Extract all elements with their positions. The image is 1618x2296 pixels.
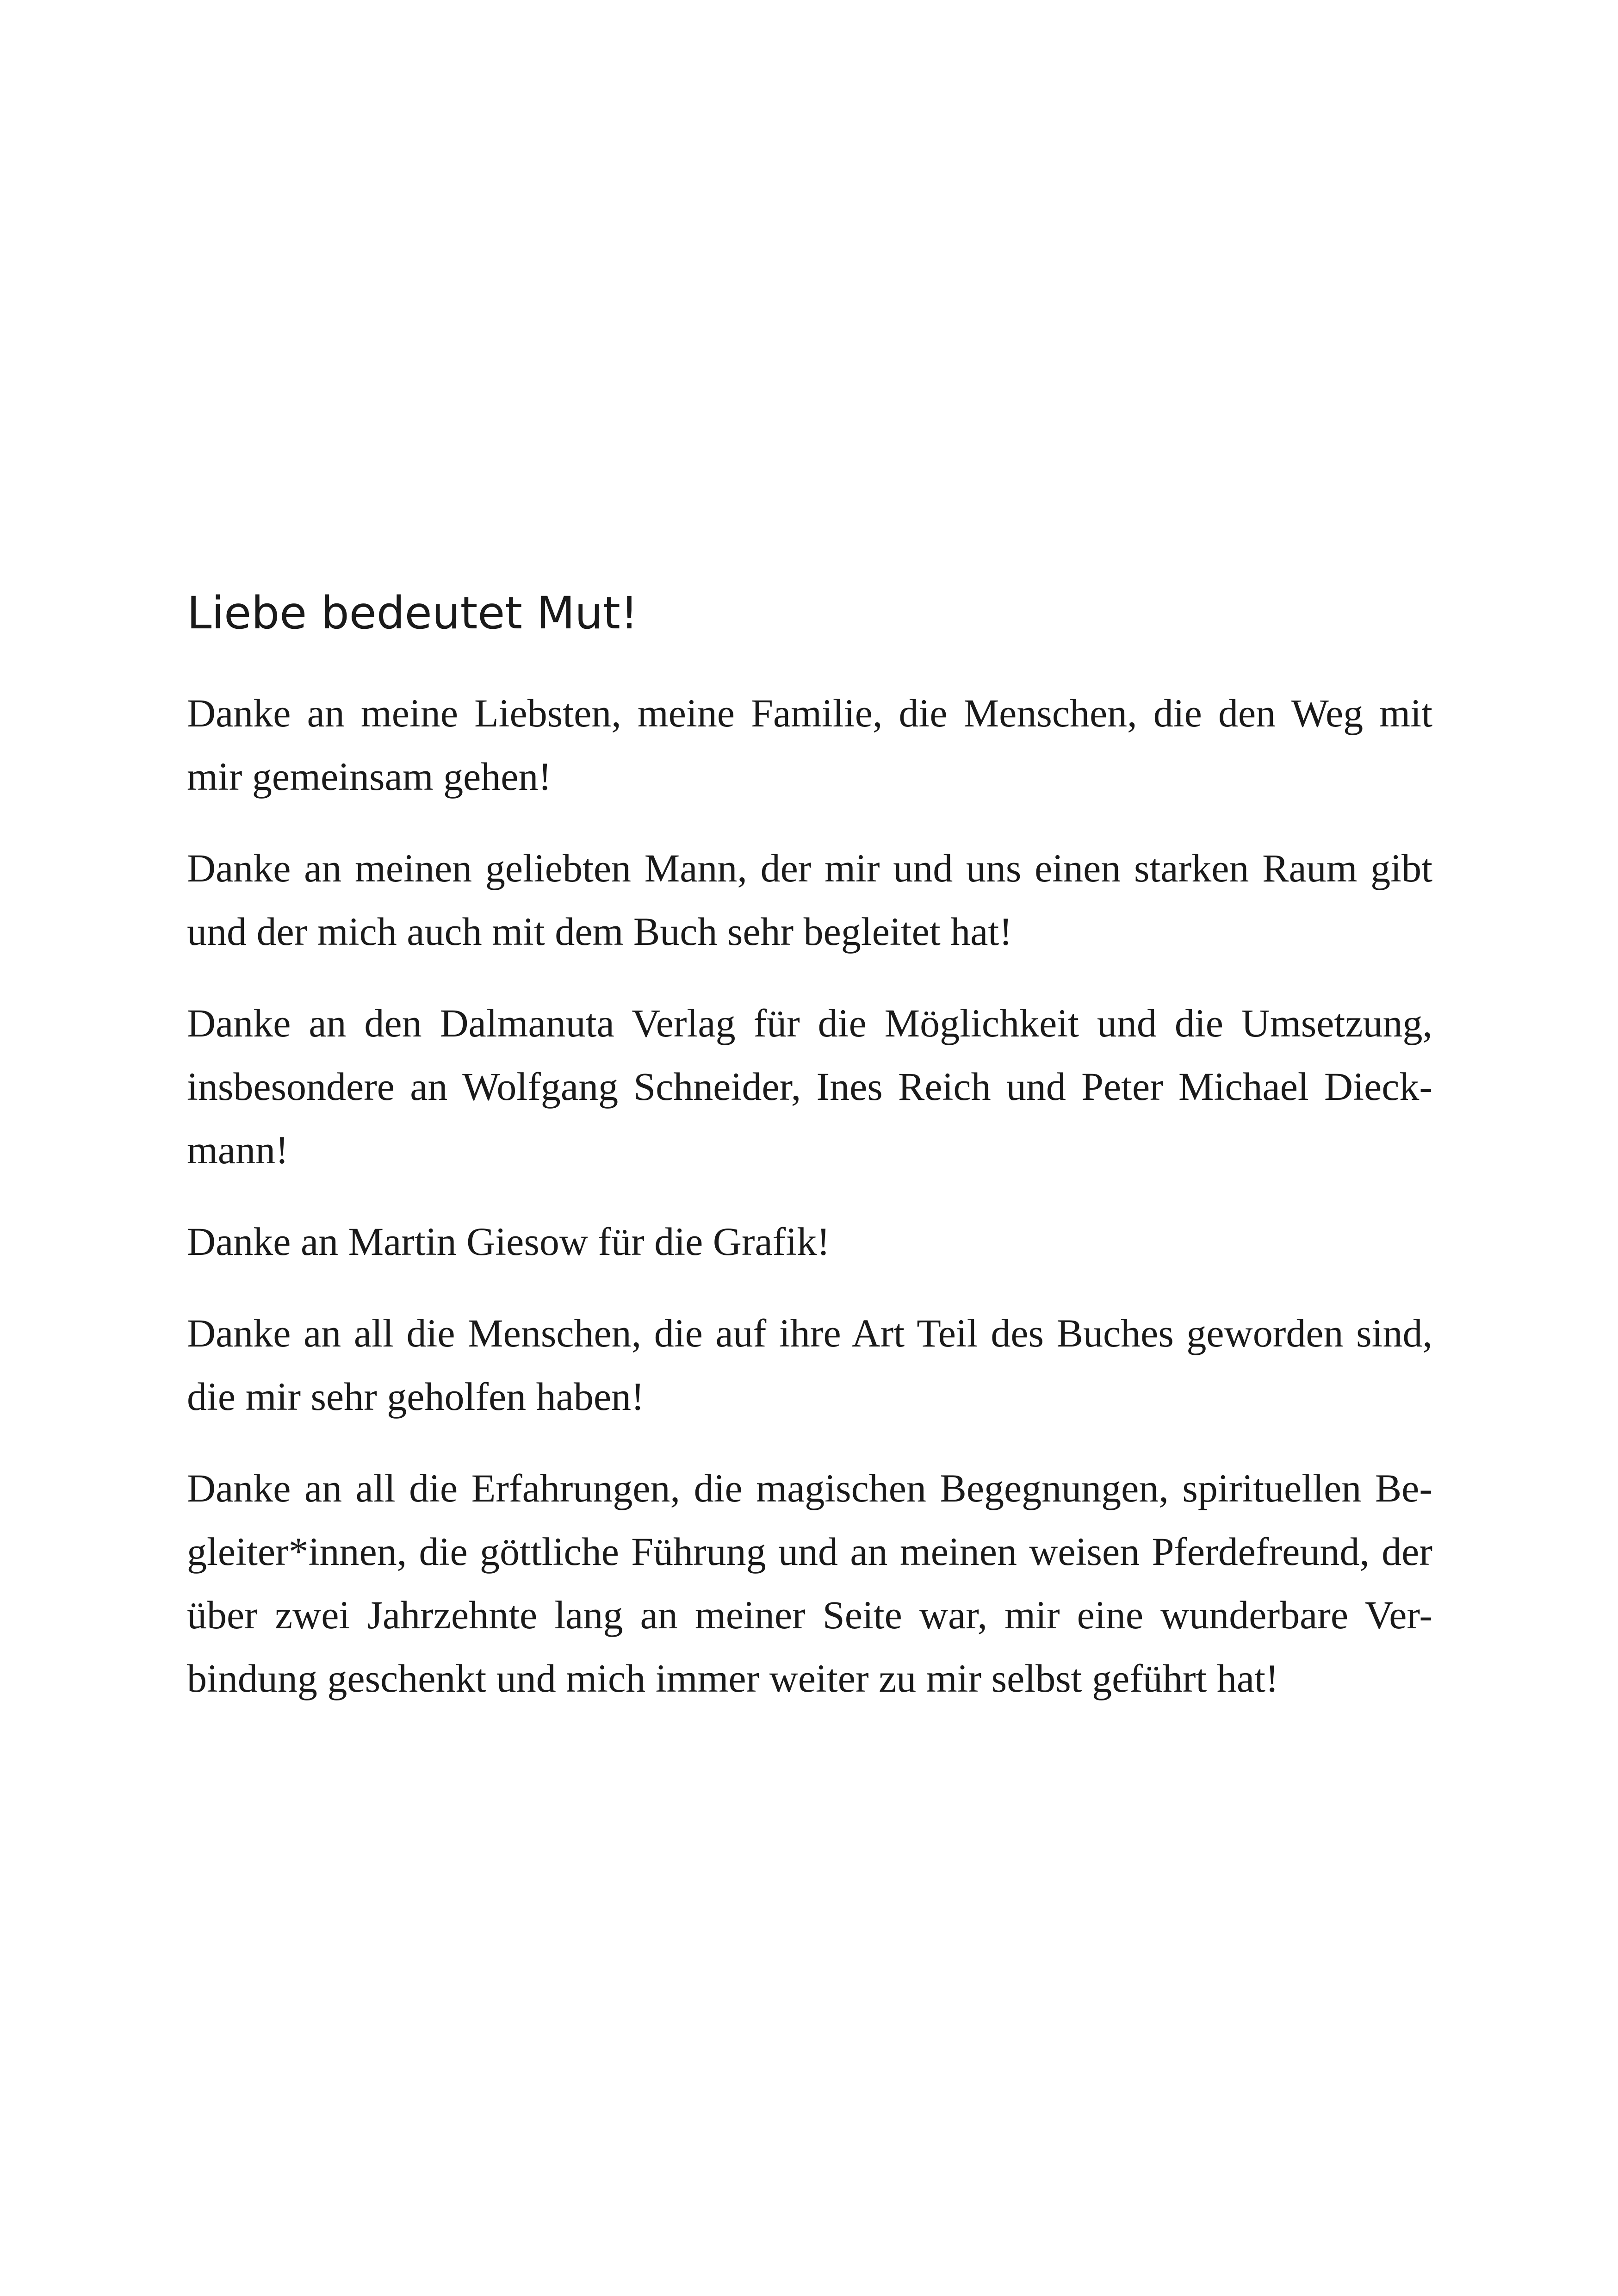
paragraph <box>187 837 1432 963</box>
paragraph <box>187 992 1432 1182</box>
text-line: Danke an all die Erfahrungen, die magischen Begegnungen, spirituellen Be- <box>187 1466 1432 1511</box>
text-line: gleiter*innen, die göttliche Führung und an meinen weisen Pferdefreund, der <box>187 1529 1432 1574</box>
paragraph <box>187 682 1432 808</box>
paragraph <box>187 1457 1432 1710</box>
page-content <box>187 587 1432 1738</box>
text-line: Danke an meine Liebsten, meine Familie, die Menschen, die den Weg mit <box>187 691 1432 736</box>
text-line: Danke an meinen geliebten Mann, der mir und uns einen starken Raum gibt <box>187 846 1432 891</box>
text-line: Danke an den Dalmanuta Verlag für die Möglichkeit und die Umsetzung, <box>187 1001 1432 1046</box>
text-line: bindung geschenkt und mich immer weiter zu mir selbst geführt hat! <box>187 1656 1279 1701</box>
text-line: mann! <box>187 1128 289 1173</box>
page-title: Liebe bedeutet Mut! <box>187 587 639 639</box>
paragraph <box>187 1210 1432 1273</box>
text-line: die mir sehr geholfen haben! <box>187 1374 645 1419</box>
text-line: mir gemeinsam gehen! <box>187 754 552 799</box>
text-line: über zwei Jahrzehnte lang an meiner Seite war, mir eine wunderbare Ver- <box>187 1593 1432 1638</box>
text-line: Danke an Martin Giesow für die Grafik! <box>187 1219 830 1264</box>
paragraph <box>187 1302 1432 1428</box>
text-line: insbesondere an Wolfgang Schneider, Ines Reich und Peter Michael Dieck- <box>187 1064 1432 1109</box>
text-line: Danke an all die Menschen, die auf ihre Art Teil des Buches geworden sind, <box>187 1311 1432 1356</box>
text-line: und der mich auch mit dem Buch sehr begleitet hat! <box>187 909 1012 954</box>
